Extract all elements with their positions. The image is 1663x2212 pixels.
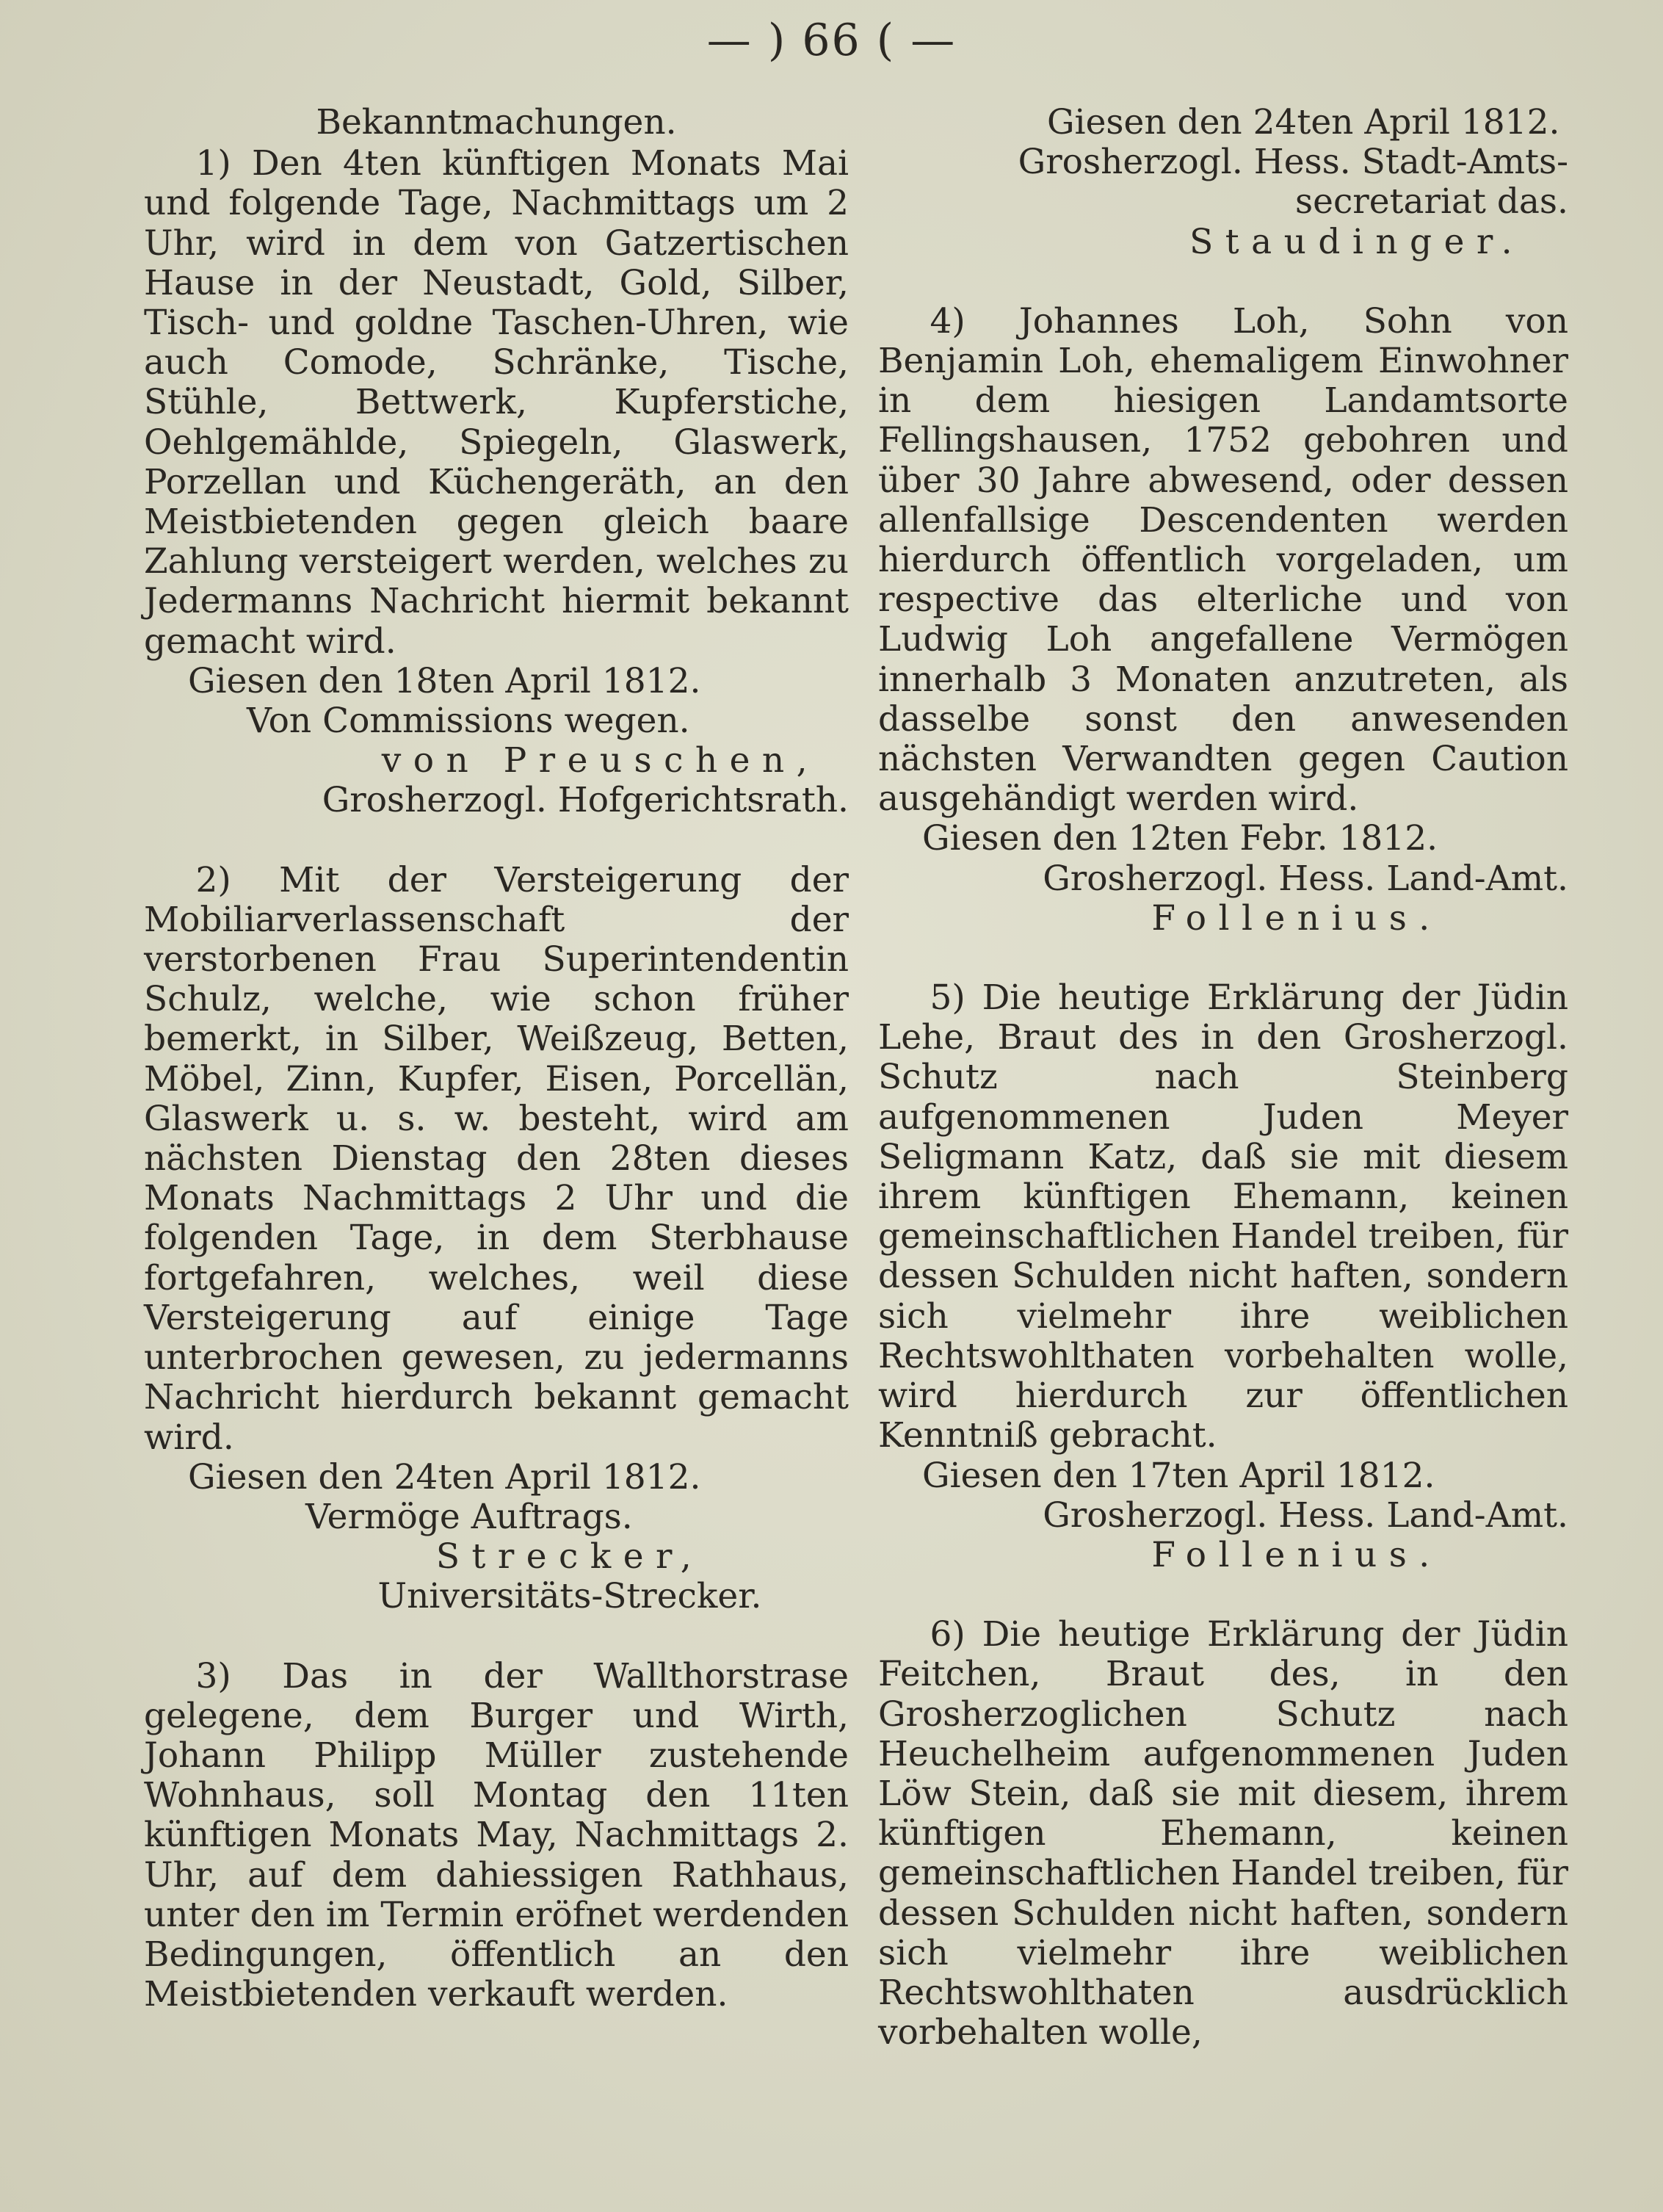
notice-signer: Staudinger. bbox=[1189, 221, 1524, 262]
notice-date: Giesen den 12ten Febr. 1812. bbox=[922, 818, 1438, 859]
notice-text: 2) Mit der Versteigerung der Mobiliarverlassenschaft der verstorbenen Frau Superintendentin Schulz, welche, wie schon früher bemerkt, in Silber, Weißzeug, Betten, Möbel, Zinn, Kupfer, Eisen, Porcellän, Glaswerk u. s. w. besteht, wird am nächsten Dienstag den 28ten dieses Monats Nachmittags 2 Uhr und die folgenden Tage, in dem Sterbhause fortgefahren, welches, weil diese Versteigerung auf einige Tage unterbrochen gewesen, zu jedermanns Nachricht hierdurch bekannt gemacht wird. bbox=[144, 859, 849, 1458]
notice-2 bbox=[144, 861, 849, 1617]
notice-authority: Grosherzogl. Hess. Land-Amt. bbox=[1043, 1494, 1568, 1536]
notice-signer: Follenius. bbox=[1151, 897, 1442, 939]
notice-text: 4) Johannes Loh, Sohn von Benjamin Loh, ehemaligem Einwohner in dem hiesigen Landamtsorte Fellingshausen, 1752 gebohren und über 30 Jahre abwesend, oder dessen allenfallsige Descendenten werden hierdurch öffentlich vorgeladen, um respective das elterliche und von Ludwig Loh angefallene Vermögen innerhalb 3 Monaten anzutreten, als dasselbe sonst den anwesenden nächsten Verwandten gegen Caution ausgehändigt werden wird. bbox=[878, 300, 1568, 820]
notice-6 bbox=[878, 1615, 1568, 2053]
notice-authority: Von Commissions wegen. bbox=[247, 701, 690, 742]
notice-signer-title: Universitäts-Strecker. bbox=[377, 1576, 762, 1617]
notice-3 bbox=[144, 1657, 849, 2015]
notice-signer: von Preuschen, bbox=[381, 740, 819, 781]
notice-signer: Follenius. bbox=[1151, 1534, 1442, 1575]
notice-date: Giesen den 18ten April 1812. bbox=[188, 660, 701, 701]
left-column bbox=[144, 103, 849, 2014]
notice-5 bbox=[878, 978, 1568, 1575]
notice-signer-title: Grosherzogl. Hofgerichtsrath. bbox=[322, 780, 849, 821]
notice-text: 5) Die heutige Erklärung der Jüdin Lehe, Braut des in den Grosherzogl. Schutz nach Steinberg aufgenommenen Juden Meyer Seligmann Katz, daß sie mit diesem ihrem künftigen Ehemann, keinen gemeinschaftlichen Handel treiben, für dessen Schulden nicht haften, sondern sich vielmehr ihre weiblichen Rechtswohlthaten vorbehalten wolle, wird hierdurch zur öffentlichen Kenntniß gebracht. bbox=[878, 977, 1568, 1456]
notice-authority: Grosherzogl. Hess. Land-Amt. bbox=[1043, 858, 1568, 899]
notice-authority: Vermöge Auftrags. bbox=[305, 1496, 633, 1537]
notice-signer: Strecker, bbox=[435, 1536, 704, 1577]
notice-4 bbox=[878, 302, 1568, 939]
notice-text: 1) Den 4ten künftigen Monats Mai und folgende Tage, Nachmittags um 2 Uhr, wird in dem von Gatzertischen Hause in der Neustadt, Gold, Silber, Tisch- und goldne Taschen-Uhren, wie auch Comode, Schränke, Tische, Stühle, Bettwerk, Kupferstiche, Oehlgemählde, Spiegeln, Glaswerk, Porzellan und Küchengeräth, an den Meistbietenden gegen gleich baare Zahlung versteigert werden, welches zu Jedermanns Nachricht hiermit bekannt gemacht wird. bbox=[144, 143, 849, 662]
notice-1 bbox=[144, 144, 849, 820]
notice-date: Giesen den 24ten April 1812. bbox=[188, 1456, 701, 1497]
page-number: — ) 66 ( — bbox=[706, 15, 957, 66]
notice-text: 3) Das in der Wallthorstrase gelegene, dem Burger und Wirth, Johann Philipp Müller zustehende Wohnhaus, soll Montag den 11ten künftigen Monats May, Nachmittags 2. Uhr, auf dem dahiessigen Rathhaus, unter den im Termin eröfnet werdenden Bedingungen, öffentlich an den Meistbietenden verkauft werden. bbox=[144, 1655, 849, 2015]
notice-text: 6) Die heutige Erklärung der Jüdin Feitchen, Braut des, in den Grosherzoglichen Schutz nach Heuchelheim aufgenommenen Juden Löw Stein, daß sie mit diesem, ihrem künftigen Ehemann, keinen gemeinschaftlichen Handel treiben, für dessen Schulden nicht haften, sondern sich vielmehr ihre weiblichen Rechtswohlthaten ausdrücklich vorbehalten wolle, bbox=[878, 1614, 1568, 2053]
notice-date: Giesen den 24ten April 1812. bbox=[1047, 102, 1560, 142]
notice-authority: Grosherzogl. Hess. Stadt-Amts-secretariat das. bbox=[1018, 142, 1568, 223]
right-column bbox=[878, 103, 1568, 2053]
section-heading: Bekanntmachungen. bbox=[316, 102, 677, 142]
notice-date: Giesen den 17ten April 1812. bbox=[922, 1455, 1435, 1496]
notice-3-continued bbox=[878, 103, 1568, 262]
